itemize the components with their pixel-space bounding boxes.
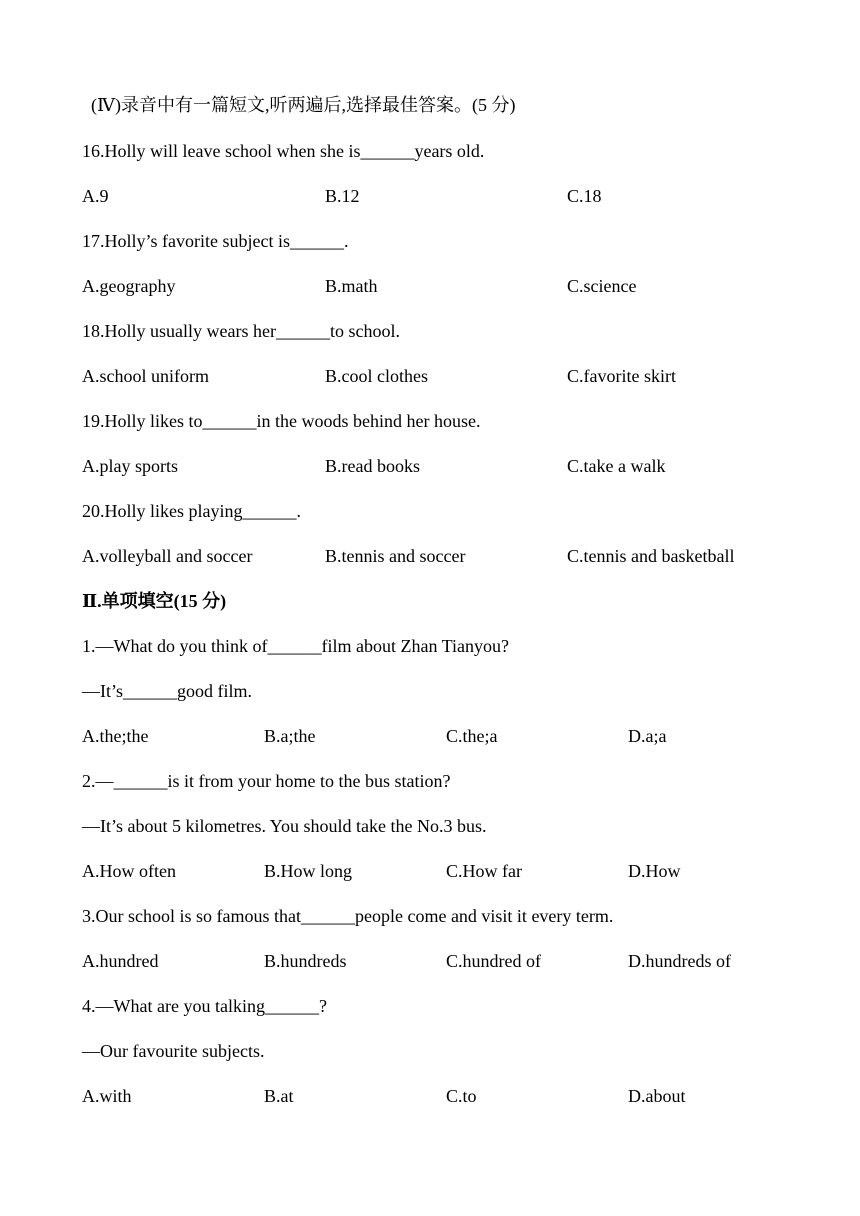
option-a: A.the;the [82,726,149,746]
option-c: C.to [446,1086,477,1106]
question-stem: 20.Holly likes playing______. [82,501,301,521]
option-b: B.read books [325,456,420,476]
question-stem: 3.Our school is so famous that______people come and visit it every term. [82,906,614,926]
question-stem: 2.—______is it from your home to the bus station? [82,771,451,791]
option-c: C.take a walk [567,456,666,476]
option-a: A.play sports [82,456,178,476]
question-stem: 4.—What are you talking______? [82,996,327,1016]
question-stem: 18.Holly usually wears her______to school. [82,321,400,341]
option-c: C.hundred of [446,951,541,971]
option-c: C.the;a [446,726,498,746]
option-d: D.a;a [628,726,667,746]
option-c: C.18 [567,186,602,206]
option-b: B.math [325,276,378,296]
option-a: A.How often [82,861,176,881]
option-d: D.How [628,861,681,881]
question-reply: —It’s______good film. [82,681,252,701]
question-stem: 19.Holly likes to______in the woods behind her house. [82,411,481,431]
question-reply: —Our favourite subjects. [82,1041,265,1061]
question-stem: 16.Holly will leave school when she is______years old. [82,141,485,161]
option-b: B.cool clothes [325,366,428,386]
section-heading-single-choice: Ⅱ.单项填空(15 分) [82,591,227,611]
option-b: B.How long [264,861,353,881]
option-a: A.hundred [82,951,159,971]
option-b: B.a;the [264,726,316,746]
question-reply: —It’s about 5 kilometres. You should take the No.3 bus. [82,816,487,836]
option-a: A.geography [82,276,176,296]
option-a: A.school uniform [82,366,209,386]
option-d: D.hundreds of [628,951,731,971]
option-c: C.favorite skirt [567,366,676,386]
section-heading-listening: (Ⅳ)录音中有一篇短文,听两遍后,选择最佳答案。(5 分) [91,95,516,115]
question-stem: 1.—What do you think of______film about Zhan Tianyou? [82,636,509,656]
option-b: B.tennis and soccer [325,546,466,566]
option-d: D.about [628,1086,686,1106]
option-a: A.volleyball and soccer [82,546,253,566]
option-b: B.hundreds [264,951,347,971]
option-c: C.science [567,276,637,296]
option-a: A.with [82,1086,132,1106]
option-c: C.tennis and basketball [567,546,735,566]
question-stem: 17.Holly’s favorite subject is______. [82,231,349,251]
option-a: A.9 [82,186,109,206]
option-b: B.at [264,1086,294,1106]
option-c: C.How far [446,861,522,881]
option-b: B.12 [325,186,360,206]
